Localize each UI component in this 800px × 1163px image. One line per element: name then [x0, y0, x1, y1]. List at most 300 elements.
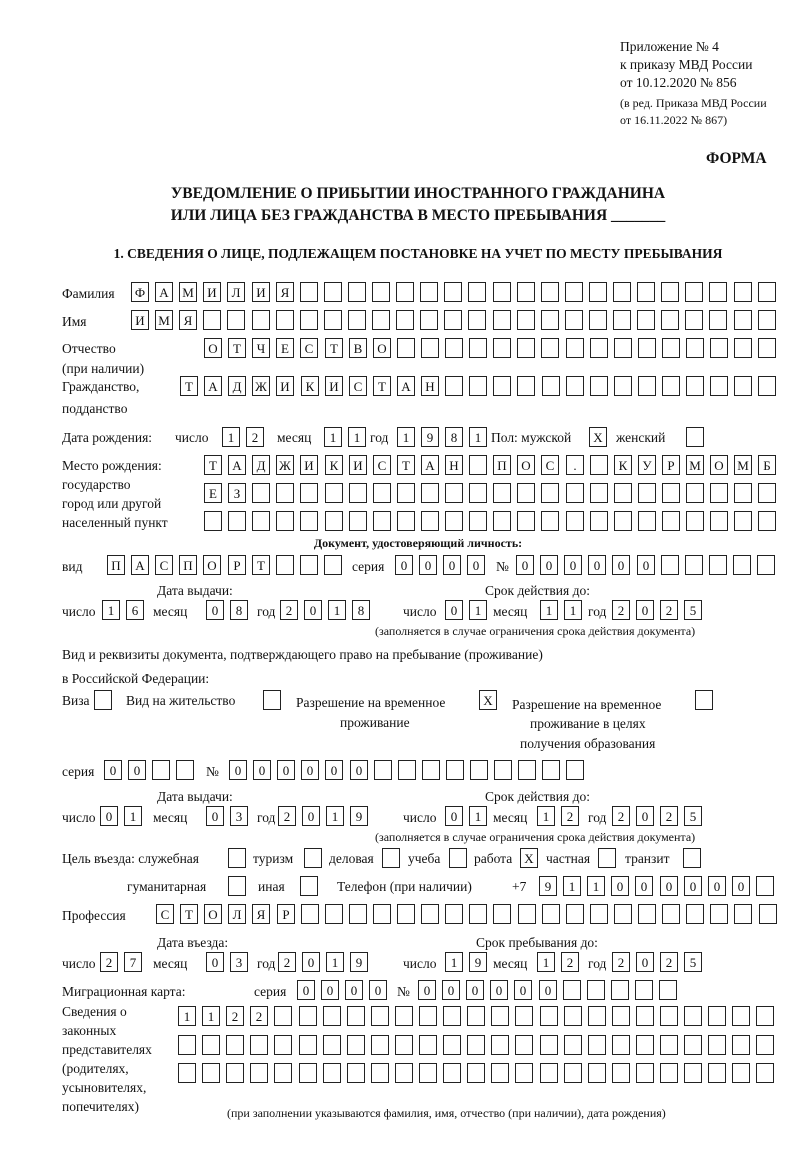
mc-number-cell[interactable]: [563, 980, 581, 1000]
patronymic-cell[interactable]: В: [349, 338, 367, 358]
permit-number-cell[interactable]: [422, 760, 440, 780]
doc-number-cell[interactable]: 0: [588, 555, 606, 575]
birthplace1-cell[interactable]: М: [686, 455, 704, 475]
reps1-cell[interactable]: [612, 1006, 630, 1026]
name-cell[interactable]: [565, 310, 583, 330]
permit-valid-year-cell[interactable]: 2: [660, 806, 678, 826]
doc-valid-year-cell[interactable]: 2: [660, 600, 678, 620]
citizenship-cell[interactable]: Ж: [252, 376, 270, 396]
citizenship-cell[interactable]: [638, 376, 656, 396]
reps3-cell[interactable]: [202, 1063, 220, 1083]
doc-number-cell[interactable]: 0: [637, 555, 655, 575]
surname-cell[interactable]: [300, 282, 318, 302]
reps2-cell[interactable]: [250, 1035, 268, 1055]
birth-day-cell[interactable]: 2: [246, 427, 264, 447]
profession-cell[interactable]: Я: [252, 904, 270, 924]
p-official-checkbox[interactable]: [228, 848, 246, 868]
name-cell[interactable]: И: [131, 310, 149, 330]
birthplace1-cell[interactable]: .: [566, 455, 584, 475]
p-work-checkbox[interactable]: X: [520, 848, 538, 868]
patronymic-cell[interactable]: [590, 338, 608, 358]
reps3-cell[interactable]: [515, 1063, 533, 1083]
name-cell[interactable]: [203, 310, 221, 330]
mc-number-cell[interactable]: 0: [490, 980, 508, 1000]
birthplace3-cell[interactable]: [734, 511, 752, 531]
name-cell[interactable]: [661, 310, 679, 330]
surname-cell[interactable]: [758, 282, 776, 302]
doc-kind-cell[interactable]: А: [131, 555, 149, 575]
birthplace1-cell[interactable]: П: [493, 455, 511, 475]
reps1-cell[interactable]: [491, 1006, 509, 1026]
permit-number-cell[interactable]: 0: [229, 760, 247, 780]
entry-year-cell[interactable]: 1: [326, 952, 344, 972]
permit-valid-month-cell[interactable]: 1: [537, 806, 555, 826]
permit-number-cell[interactable]: [398, 760, 416, 780]
reps3-cell[interactable]: [636, 1063, 654, 1083]
birthplace2-cell[interactable]: [300, 483, 318, 503]
permit-valid-day-cell[interactable]: 0: [445, 806, 463, 826]
reps1-cell[interactable]: [443, 1006, 461, 1026]
permit-number-cell[interactable]: [446, 760, 464, 780]
permit-number-cell[interactable]: [374, 760, 392, 780]
doc-kind-cell[interactable]: [324, 555, 342, 575]
patronymic-cell[interactable]: [421, 338, 439, 358]
birth-year-cell[interactable]: 8: [445, 427, 463, 447]
birthplace2-cell[interactable]: [349, 483, 367, 503]
birthplace1-cell[interactable]: А: [421, 455, 439, 475]
birthplace1-cell[interactable]: О: [710, 455, 728, 475]
reps3-cell[interactable]: [684, 1063, 702, 1083]
name-cell[interactable]: [637, 310, 655, 330]
patronymic-cell[interactable]: [517, 338, 535, 358]
surname-cell[interactable]: Л: [227, 282, 245, 302]
surname-cell[interactable]: [348, 282, 366, 302]
birthplace1-cell[interactable]: А: [228, 455, 246, 475]
surname-cell[interactable]: [709, 282, 727, 302]
patronymic-cell[interactable]: [397, 338, 415, 358]
permit-issue-year-cell[interactable]: 2: [278, 806, 296, 826]
doc-number-cell[interactable]: 0: [516, 555, 534, 575]
birth-year-cell[interactable]: 9: [421, 427, 439, 447]
birthplace3-cell[interactable]: [228, 511, 246, 531]
permit-series-cell[interactable]: [176, 760, 194, 780]
patronymic-cell[interactable]: Ч: [252, 338, 270, 358]
reps3-cell[interactable]: [299, 1063, 317, 1083]
birthplace2-cell[interactable]: [493, 483, 511, 503]
reps2-cell[interactable]: [443, 1035, 461, 1055]
reps1-cell[interactable]: [588, 1006, 606, 1026]
doc-issue-day-cell[interactable]: 1: [102, 600, 120, 620]
p-humanitarian-checkbox[interactable]: [228, 876, 246, 896]
entry-day-cell[interactable]: 7: [124, 952, 142, 972]
reps1-cell[interactable]: 2: [250, 1006, 268, 1026]
profession-cell[interactable]: [566, 904, 584, 924]
reps1-cell[interactable]: [540, 1006, 558, 1026]
reps1-cell[interactable]: [395, 1006, 413, 1026]
profession-cell[interactable]: [662, 904, 680, 924]
birthplace2-cell[interactable]: [517, 483, 535, 503]
phone-cell[interactable]: 1: [563, 876, 581, 896]
permit-valid-year-cell[interactable]: 5: [684, 806, 702, 826]
citizenship-cell[interactable]: [662, 376, 680, 396]
name-cell[interactable]: Я: [179, 310, 197, 330]
name-cell[interactable]: [493, 310, 511, 330]
reps2-cell[interactable]: [660, 1035, 678, 1055]
permit-issue-day-cell[interactable]: 0: [100, 806, 118, 826]
profession-cell[interactable]: [518, 904, 536, 924]
p-business-checkbox[interactable]: [382, 848, 400, 868]
mc-number-cell[interactable]: [659, 980, 677, 1000]
birthplace1-cell[interactable]: К: [325, 455, 343, 475]
profession-cell[interactable]: [397, 904, 415, 924]
reps1-cell[interactable]: [636, 1006, 654, 1026]
birth-year-cell[interactable]: 1: [469, 427, 487, 447]
phone-cell[interactable]: 1: [587, 876, 605, 896]
reps3-cell[interactable]: [274, 1063, 292, 1083]
surname-cell[interactable]: [444, 282, 462, 302]
profession-cell[interactable]: [421, 904, 439, 924]
phone-cell[interactable]: 0: [684, 876, 702, 896]
reps1-cell[interactable]: [347, 1006, 365, 1026]
birthplace1-cell[interactable]: Р: [662, 455, 680, 475]
permit-number-cell[interactable]: [470, 760, 488, 780]
mc-number-cell[interactable]: [635, 980, 653, 1000]
visa-checkbox[interactable]: [94, 690, 112, 710]
permit-number-cell[interactable]: [518, 760, 536, 780]
birthplace3-cell[interactable]: [204, 511, 222, 531]
mc-number-cell[interactable]: [587, 980, 605, 1000]
profession-cell[interactable]: [469, 904, 487, 924]
reps3-cell[interactable]: [323, 1063, 341, 1083]
citizenship-cell[interactable]: Т: [373, 376, 391, 396]
permit-issue-year-cell[interactable]: 1: [326, 806, 344, 826]
reps2-cell[interactable]: [419, 1035, 437, 1055]
p-transit-checkbox[interactable]: [683, 848, 701, 868]
surname-cell[interactable]: [420, 282, 438, 302]
birthplace2-cell[interactable]: [469, 483, 487, 503]
birthplace1-cell[interactable]: [590, 455, 608, 475]
patronymic-cell[interactable]: [662, 338, 680, 358]
birthplace3-cell[interactable]: [373, 511, 391, 531]
doc-kind-cell[interactable]: О: [203, 555, 221, 575]
mc-series-cell[interactable]: 0: [297, 980, 315, 1000]
profession-cell[interactable]: [759, 904, 777, 924]
name-cell[interactable]: [420, 310, 438, 330]
surname-cell[interactable]: Я: [276, 282, 294, 302]
citizenship-cell[interactable]: [469, 376, 487, 396]
birthplace2-cell[interactable]: [252, 483, 270, 503]
reps3-cell[interactable]: [756, 1063, 774, 1083]
reps1-cell[interactable]: 1: [178, 1006, 196, 1026]
doc-kind-cell[interactable]: С: [155, 555, 173, 575]
doc-number-cell[interactable]: 0: [612, 555, 630, 575]
surname-cell[interactable]: [372, 282, 390, 302]
birthplace2-cell[interactable]: [614, 483, 632, 503]
citizenship-cell[interactable]: [710, 376, 728, 396]
birthplace2-cell[interactable]: [590, 483, 608, 503]
name-cell[interactable]: [300, 310, 318, 330]
reps2-cell[interactable]: [202, 1035, 220, 1055]
reps2-cell[interactable]: [636, 1035, 654, 1055]
birthplace2-cell[interactable]: [686, 483, 704, 503]
birthplace2-cell[interactable]: [445, 483, 463, 503]
reps2-cell[interactable]: [323, 1035, 341, 1055]
doc-valid-day-cell[interactable]: 1: [469, 600, 487, 620]
citizenship-cell[interactable]: И: [325, 376, 343, 396]
phone-cell[interactable]: 0: [660, 876, 678, 896]
citizenship-cell[interactable]: [493, 376, 511, 396]
mc-series-cell[interactable]: 0: [345, 980, 363, 1000]
birthplace1-cell[interactable]: Д: [252, 455, 270, 475]
reps1-cell[interactable]: [564, 1006, 582, 1026]
surname-cell[interactable]: [517, 282, 535, 302]
doc-issue-year-cell[interactable]: 0: [304, 600, 322, 620]
patronymic-cell[interactable]: [566, 338, 584, 358]
reps3-cell[interactable]: [443, 1063, 461, 1083]
mc-number-cell[interactable]: 0: [442, 980, 460, 1000]
doc-number-cell[interactable]: [757, 555, 775, 575]
patronymic-cell[interactable]: С: [300, 338, 318, 358]
doc-kind-cell[interactable]: Т: [252, 555, 270, 575]
birthplace3-cell[interactable]: [252, 511, 270, 531]
permit-valid-year-cell[interactable]: 2: [612, 806, 630, 826]
doc-issue-year-cell[interactable]: 2: [280, 600, 298, 620]
reps3-cell[interactable]: [371, 1063, 389, 1083]
name-cell[interactable]: [396, 310, 414, 330]
rvpe-checkbox[interactable]: [695, 690, 713, 710]
permit-issue-day-cell[interactable]: 1: [124, 806, 142, 826]
doc-series-cell[interactable]: 0: [443, 555, 461, 575]
reps1-cell[interactable]: [467, 1006, 485, 1026]
birthplace3-cell[interactable]: [662, 511, 680, 531]
entry-year-cell[interactable]: 0: [302, 952, 320, 972]
citizenship-cell[interactable]: [445, 376, 463, 396]
profession-cell[interactable]: Л: [228, 904, 246, 924]
stay-year-cell[interactable]: 0: [636, 952, 654, 972]
reps2-cell[interactable]: [371, 1035, 389, 1055]
birthplace2-cell[interactable]: З: [228, 483, 246, 503]
doc-kind-cell[interactable]: П: [107, 555, 125, 575]
reps2-cell[interactable]: [226, 1035, 244, 1055]
reps2-cell[interactable]: [612, 1035, 630, 1055]
permit-issue-month-cell[interactable]: 3: [230, 806, 248, 826]
profession-cell[interactable]: [686, 904, 704, 924]
doc-number-cell[interactable]: [733, 555, 751, 575]
profession-cell[interactable]: [493, 904, 511, 924]
doc-number-cell[interactable]: [661, 555, 679, 575]
birthplace3-cell[interactable]: [638, 511, 656, 531]
profession-cell[interactable]: [349, 904, 367, 924]
permit-number-cell[interactable]: 0: [325, 760, 343, 780]
reps1-cell[interactable]: [299, 1006, 317, 1026]
birthplace1-cell[interactable]: Т: [204, 455, 222, 475]
surname-cell[interactable]: И: [203, 282, 221, 302]
phone-cell[interactable]: 0: [732, 876, 750, 896]
name-cell[interactable]: [613, 310, 631, 330]
profession-cell[interactable]: Т: [180, 904, 198, 924]
name-cell[interactable]: [227, 310, 245, 330]
sex-female-checkbox[interactable]: [686, 427, 704, 447]
birthplace3-cell[interactable]: [566, 511, 584, 531]
permit-series-cell[interactable]: 0: [104, 760, 122, 780]
birthplace2-cell[interactable]: [397, 483, 415, 503]
name-cell[interactable]: [468, 310, 486, 330]
stay-year-cell[interactable]: 5: [684, 952, 702, 972]
patronymic-cell[interactable]: [734, 338, 752, 358]
birthplace3-cell[interactable]: [758, 511, 776, 531]
reps3-cell[interactable]: [732, 1063, 750, 1083]
doc-valid-month-cell[interactable]: 1: [564, 600, 582, 620]
surname-cell[interactable]: [396, 282, 414, 302]
surname-cell[interactable]: [734, 282, 752, 302]
surname-cell[interactable]: [493, 282, 511, 302]
doc-kind-cell[interactable]: [276, 555, 294, 575]
profession-cell[interactable]: [445, 904, 463, 924]
birthplace3-cell[interactable]: [686, 511, 704, 531]
permit-number-cell[interactable]: 0: [301, 760, 319, 780]
doc-kind-cell[interactable]: Р: [228, 555, 246, 575]
birthplace1-cell[interactable]: И: [300, 455, 318, 475]
birthplace2-cell[interactable]: [662, 483, 680, 503]
residence-checkbox[interactable]: [263, 690, 281, 710]
reps1-cell[interactable]: [732, 1006, 750, 1026]
mc-number-cell[interactable]: [611, 980, 629, 1000]
reps1-cell[interactable]: [274, 1006, 292, 1026]
birthplace1-cell[interactable]: О: [517, 455, 535, 475]
birthplace2-cell[interactable]: [638, 483, 656, 503]
permit-number-cell[interactable]: [542, 760, 560, 780]
phone-cell[interactable]: 0: [611, 876, 629, 896]
surname-cell[interactable]: [685, 282, 703, 302]
doc-issue-year-cell[interactable]: 1: [328, 600, 346, 620]
reps1-cell[interactable]: [515, 1006, 533, 1026]
birthplace2-cell[interactable]: [734, 483, 752, 503]
stay-day-cell[interactable]: 1: [445, 952, 463, 972]
permit-valid-year-cell[interactable]: 0: [636, 806, 654, 826]
permit-series-cell[interactable]: 0: [128, 760, 146, 780]
reps2-cell[interactable]: [299, 1035, 317, 1055]
birthplace3-cell[interactable]: [397, 511, 415, 531]
surname-cell[interactable]: [589, 282, 607, 302]
patronymic-cell[interactable]: [638, 338, 656, 358]
reps2-cell[interactable]: [732, 1035, 750, 1055]
reps3-cell[interactable]: [250, 1063, 268, 1083]
surname-cell[interactable]: [468, 282, 486, 302]
name-cell[interactable]: [541, 310, 559, 330]
patronymic-cell[interactable]: Т: [325, 338, 343, 358]
reps1-cell[interactable]: [708, 1006, 726, 1026]
doc-valid-day-cell[interactable]: 0: [445, 600, 463, 620]
doc-kind-cell[interactable]: П: [179, 555, 197, 575]
permit-valid-day-cell[interactable]: 1: [469, 806, 487, 826]
birthplace3-cell[interactable]: [276, 511, 294, 531]
birthplace2-cell[interactable]: Е: [204, 483, 222, 503]
name-cell[interactable]: [709, 310, 727, 330]
profession-cell[interactable]: Р: [277, 904, 295, 924]
reps2-cell[interactable]: [540, 1035, 558, 1055]
birthplace2-cell[interactable]: [373, 483, 391, 503]
birthplace2-cell[interactable]: [541, 483, 559, 503]
reps1-cell[interactable]: 1: [202, 1006, 220, 1026]
stay-month-cell[interactable]: 2: [561, 952, 579, 972]
reps3-cell[interactable]: [564, 1063, 582, 1083]
reps1-cell[interactable]: 2: [226, 1006, 244, 1026]
patronymic-cell[interactable]: [469, 338, 487, 358]
citizenship-cell[interactable]: [517, 376, 535, 396]
birthplace3-cell[interactable]: [349, 511, 367, 531]
reps2-cell[interactable]: [756, 1035, 774, 1055]
birthplace1-cell[interactable]: Т: [397, 455, 415, 475]
reps2-cell[interactable]: [564, 1035, 582, 1055]
birthplace3-cell[interactable]: [493, 511, 511, 531]
citizenship-cell[interactable]: [542, 376, 560, 396]
name-cell[interactable]: [252, 310, 270, 330]
birthplace3-cell[interactable]: [614, 511, 632, 531]
p-study-checkbox[interactable]: [449, 848, 467, 868]
name-cell[interactable]: [734, 310, 752, 330]
name-cell[interactable]: [517, 310, 535, 330]
patronymic-cell[interactable]: О: [373, 338, 391, 358]
name-cell[interactable]: [444, 310, 462, 330]
profession-cell[interactable]: [734, 904, 752, 924]
birthplace1-cell[interactable]: Б: [758, 455, 776, 475]
citizenship-cell[interactable]: [566, 376, 584, 396]
reps2-cell[interactable]: [395, 1035, 413, 1055]
reps3-cell[interactable]: [660, 1063, 678, 1083]
citizenship-cell[interactable]: Д: [228, 376, 246, 396]
surname-cell[interactable]: [541, 282, 559, 302]
reps2-cell[interactable]: [491, 1035, 509, 1055]
birthplace3-cell[interactable]: [325, 511, 343, 531]
patronymic-cell[interactable]: Т: [228, 338, 246, 358]
citizenship-cell[interactable]: [590, 376, 608, 396]
citizenship-cell[interactable]: Н: [421, 376, 439, 396]
reps1-cell[interactable]: [371, 1006, 389, 1026]
birth-year-cell[interactable]: 1: [397, 427, 415, 447]
surname-cell[interactable]: А: [155, 282, 173, 302]
stay-year-cell[interactable]: 2: [660, 952, 678, 972]
reps1-cell[interactable]: [756, 1006, 774, 1026]
birthplace1-cell[interactable]: Н: [445, 455, 463, 475]
reps3-cell[interactable]: [708, 1063, 726, 1083]
birth-month-cell[interactable]: 1: [324, 427, 342, 447]
doc-issue-day-cell[interactable]: 6: [126, 600, 144, 620]
patronymic-cell[interactable]: [686, 338, 704, 358]
birthplace1-cell[interactable]: У: [638, 455, 656, 475]
doc-valid-year-cell[interactable]: 5: [684, 600, 702, 620]
entry-year-cell[interactable]: 2: [278, 952, 296, 972]
citizenship-cell[interactable]: К: [301, 376, 319, 396]
birthplace1-cell[interactable]: Ж: [276, 455, 294, 475]
sex-male-checkbox[interactable]: X: [589, 427, 607, 447]
doc-issue-month-cell[interactable]: 8: [230, 600, 248, 620]
patronymic-cell[interactable]: [614, 338, 632, 358]
mc-number-cell[interactable]: 0: [466, 980, 484, 1000]
birthplace1-cell[interactable]: С: [373, 455, 391, 475]
surname-cell[interactable]: М: [179, 282, 197, 302]
phone-cell[interactable]: [756, 876, 774, 896]
reps3-cell[interactable]: [540, 1063, 558, 1083]
doc-number-cell[interactable]: 0: [540, 555, 558, 575]
reps1-cell[interactable]: [684, 1006, 702, 1026]
doc-number-cell[interactable]: [685, 555, 703, 575]
citizenship-cell[interactable]: [686, 376, 704, 396]
patronymic-cell[interactable]: [493, 338, 511, 358]
reps2-cell[interactable]: [467, 1035, 485, 1055]
phone-cell[interactable]: 0: [635, 876, 653, 896]
p-other-checkbox[interactable]: [300, 876, 318, 896]
mc-number-cell[interactable]: 0: [539, 980, 557, 1000]
